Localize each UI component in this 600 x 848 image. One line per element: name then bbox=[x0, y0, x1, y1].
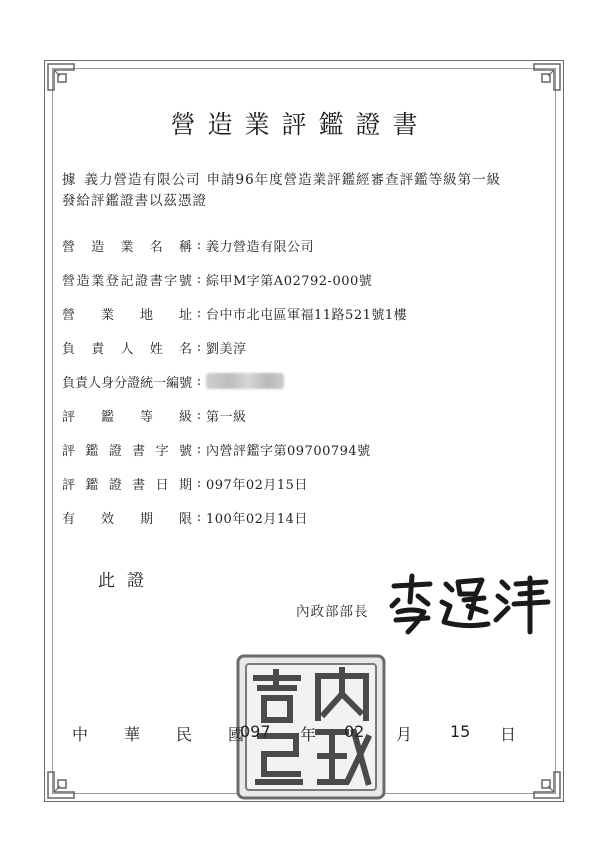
date-day: 15 bbox=[450, 722, 471, 741]
field-value: 劉美淳 bbox=[206, 341, 247, 357]
field-label: 營 造 業 登 記 證 書 字 號 bbox=[62, 273, 192, 289]
field-colon: : bbox=[196, 271, 202, 287]
date-month-unit: 月 bbox=[396, 725, 413, 744]
field-company-name bbox=[62, 234, 542, 256]
field-certificate-date bbox=[62, 472, 542, 494]
date-day-unit: 日 bbox=[500, 725, 517, 744]
date-year: 097 bbox=[240, 722, 271, 741]
intro-line1-rest: 申請96年度營造業評鑑經審查評鑑等級第一級 bbox=[206, 172, 502, 188]
field-label: 評 鑑 等 級 bbox=[62, 409, 192, 425]
field-responsible-id-number bbox=[62, 370, 542, 392]
date-era-char-1: 中 bbox=[72, 725, 89, 744]
date-month: 02 bbox=[344, 722, 365, 741]
field-label: 負 責 人 身 分 證 統 一 編 號 bbox=[62, 375, 193, 391]
field-label: 負 責 人 姓 名 bbox=[62, 341, 192, 357]
date-era-char-4: 國 bbox=[228, 725, 245, 744]
field-value: 台中市北屯區軍福11路521號1樓 bbox=[206, 307, 408, 323]
corner-ornament-bottom-left bbox=[46, 770, 76, 800]
field-value: 100年02月14日 bbox=[206, 511, 308, 527]
corner-ornament-top-left bbox=[46, 62, 76, 92]
field-label: 評 鑑 證 書 日 期 bbox=[62, 477, 192, 493]
field-value: 097年02月15日 bbox=[206, 477, 308, 493]
field-label: 營 業 地 址 bbox=[62, 307, 192, 323]
intro-company-name: 義力營造有限公司 bbox=[84, 172, 201, 188]
certificate-intro bbox=[62, 170, 532, 212]
field-colon: : bbox=[196, 339, 202, 355]
corner-ornament-bottom-right bbox=[532, 770, 562, 800]
field-value: 綜甲M字第A02792-000號 bbox=[206, 273, 373, 289]
date-era-char-3: 民 bbox=[176, 725, 193, 744]
field-colon: : bbox=[196, 373, 202, 389]
certificate-title: 營造業評鑑證書 bbox=[170, 110, 430, 139]
field-colon: : bbox=[196, 407, 202, 423]
field-registration-number bbox=[62, 268, 542, 290]
date-era-char-2: 華 bbox=[124, 725, 141, 744]
field-colon: : bbox=[196, 305, 202, 321]
date-year-unit: 年 bbox=[300, 725, 317, 744]
field-certificate-number bbox=[62, 438, 542, 460]
field-colon: : bbox=[196, 509, 202, 525]
proof-text: 此證 bbox=[98, 571, 156, 591]
redacted-id-value bbox=[206, 373, 284, 389]
corner-ornament-top-right bbox=[532, 62, 562, 92]
intro-line-1 bbox=[62, 170, 532, 191]
field-label: 營 造 業 名 稱 bbox=[62, 239, 192, 255]
field-evaluation-grade bbox=[62, 404, 542, 426]
minister-signature bbox=[384, 572, 554, 636]
intro-line-2: 發給評鑑證書以茲憑證 bbox=[62, 193, 207, 209]
field-colon: : bbox=[196, 441, 202, 457]
field-label: 評 鑑 證 書 字 號 bbox=[62, 443, 192, 459]
field-value: 內營評鑑字第09700794號 bbox=[206, 443, 371, 459]
field-colon: : bbox=[196, 237, 202, 253]
field-label: 有 效 期 限 bbox=[62, 511, 192, 527]
field-value: 義力營造有限公司 bbox=[206, 239, 315, 255]
field-value: 第一級 bbox=[206, 409, 247, 425]
field-valid-until bbox=[62, 506, 542, 528]
intro-prefix: 據 bbox=[62, 172, 77, 188]
field-colon: : bbox=[196, 475, 202, 491]
minister-title: 內政部部長 bbox=[296, 604, 369, 620]
field-business-address bbox=[62, 302, 542, 324]
field-responsible-person bbox=[62, 336, 542, 358]
